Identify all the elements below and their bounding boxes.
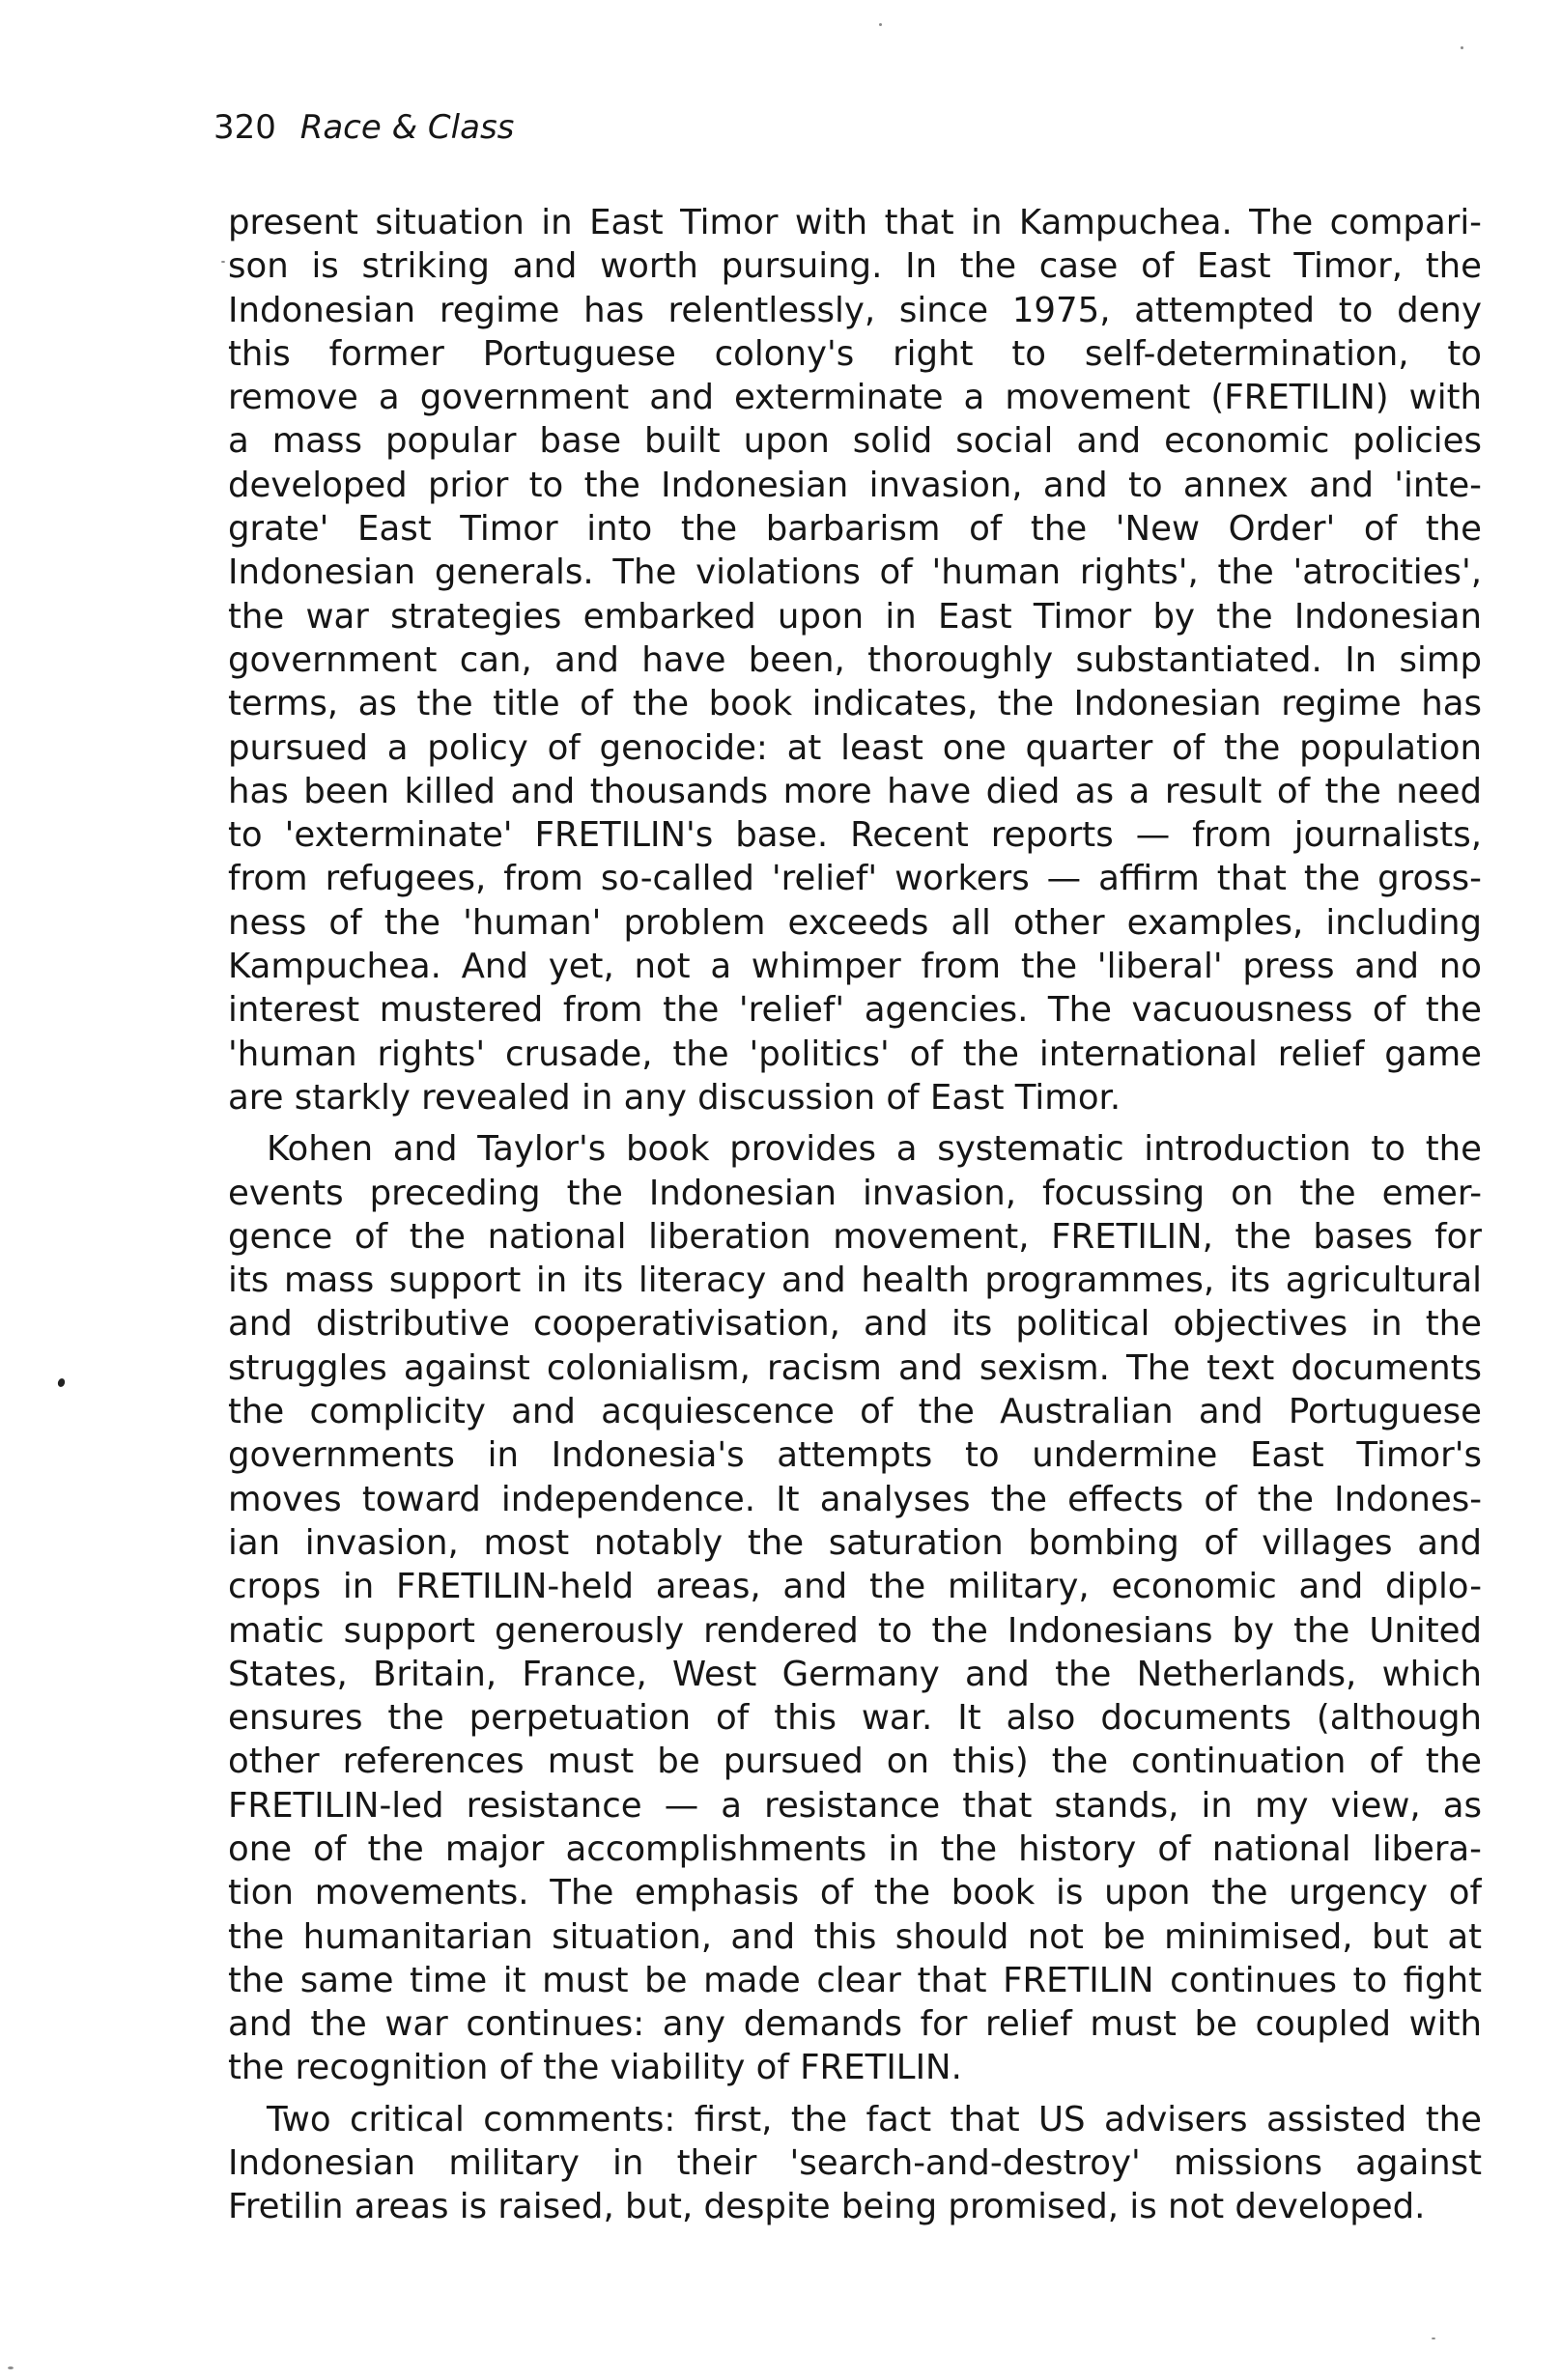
text-line: terms, as the title of the book indicates, the Indonesian regime has: [228, 684, 1482, 724]
text-line: Two critical comments: first, the fact that US advisers assisted the: [267, 2099, 1482, 2139]
text-line: and the war continues: any demands for relief must be coupled with: [228, 2004, 1482, 2045]
text-line: interest mustered from the 'relief' agencies. The vacuousness of the: [228, 990, 1482, 1031]
text-line: and distributive cooperativisation, and its political objectives in the: [228, 1304, 1482, 1345]
text-line: to 'exterminate' FRETILIN's base. Recent reports — from journalists,: [228, 815, 1482, 856]
text-line: other references must be pursued on this) the continuation of the: [228, 1742, 1482, 1782]
text-line: Indonesian military in their 'search-and-destroy' missions against: [228, 2143, 1482, 2184]
text-line: 'human rights' crusade, the 'politics' of the international relief game: [228, 1034, 1482, 1074]
text-line: tion movements. The emphasis of the book is upon the urgency of: [228, 1873, 1482, 1913]
text-line: Indonesian regime has relentlessly, since 1975, attempted to deny: [228, 290, 1482, 330]
text-line: its mass support in its literacy and health programmes, its agricultural: [228, 1261, 1482, 1301]
paragraph-gap: [228, 1119, 1482, 1127]
scan-speck: [1461, 46, 1463, 49]
text-line: the same time it must be made clear that FRETILIN continues to fight: [228, 1960, 1482, 2000]
paragraph: [228, 1127, 1482, 2090]
journal-title: Race & Class: [299, 108, 515, 147]
paragraph-gap: [228, 2090, 1482, 2098]
text-line: government can, and have been, thoroughly substantiated. In simp: [228, 639, 1482, 680]
running-head: [213, 108, 514, 148]
text-line: has been killed and thousands more have died as a result of the need: [228, 771, 1482, 811]
scan-speck: [879, 23, 882, 26]
text-line: Indonesian generals. The violations of 'human rights', the 'atrocities',: [228, 552, 1482, 593]
scan-speck: [221, 261, 225, 263]
text-line: one of the major accomplishments in the history of national libera-: [228, 1828, 1482, 1869]
scan-speck: [8, 2366, 14, 2369]
text-line: a mass popular base built upon solid social and economic policies: [228, 421, 1482, 462]
text-line: Kampuchea. And yet, not a whimper from the 'liberal' press and no: [228, 947, 1482, 987]
margin-mark: [57, 1377, 67, 1388]
text-line: son is striking and worth pursuing. In the case of East Timor, the: [228, 246, 1482, 287]
text-line: remove a government and exterminate a movement (FRETILIN) with: [228, 378, 1482, 418]
text-line: Fretilin areas is raised, but, despite being promised, is not developed.: [228, 2187, 1426, 2227]
scan-speck: [1432, 2338, 1435, 2339]
text-line: ensures the perpetuation of this war. It also documents (although: [228, 1698, 1482, 1739]
text-line: the humanitarian situation, and this should not be minimised, but at: [228, 1916, 1482, 1957]
text-line: the war strategies embarked upon in East Timor by the Indonesian: [228, 596, 1482, 637]
page-number: 320: [213, 108, 276, 147]
text-line: the complicity and acquiescence of the Australian and Portuguese: [228, 1392, 1482, 1432]
text-line: governments in Indonesia's attempts to undermine East Timor's: [228, 1435, 1482, 1476]
text-line: grate' East Timor into the barbarism of the 'New Order' of the: [228, 509, 1482, 550]
body-text: [228, 201, 1482, 2229]
text-line: the recognition of the viability of FRETILIN.: [228, 2048, 962, 2088]
text-line: this former Portuguese colony's right to self-determination, to: [228, 333, 1482, 374]
text-line: FRETILIN-led resistance — a resistance that stands, in my view, as: [228, 1785, 1482, 1826]
text-line: crops in FRETILIN-held areas, and the military, economic and diplo-: [228, 1567, 1482, 1607]
text-line: States, Britain, France, West Germany and the Netherlands, which: [228, 1654, 1482, 1694]
text-line: events preceding the Indonesian invasion, focussing on the emer-: [228, 1173, 1482, 1213]
text-line: from refugees, from so-called 'relief' workers — affirm that the gross-: [228, 859, 1482, 899]
text-line: matic support generously rendered to the Indonesians by the United: [228, 1610, 1482, 1651]
paragraph: [228, 2098, 1482, 2229]
text-line: ian invasion, most notably the saturation bombing of villages and: [228, 1522, 1482, 1563]
text-line: are starkly revealed in any discussion of East Timor.: [228, 1077, 1121, 1118]
text-line: ness of the 'human' problem exceeds all other examples, including: [228, 902, 1482, 943]
text-line: gence of the national liberation movement, FRETILIN, the bases for: [228, 1216, 1482, 1257]
text-line: Kohen and Taylor's book provides a systematic introduction to the: [267, 1129, 1482, 1170]
text-line: developed prior to the Indonesian invasion, and to annex and 'inte-: [228, 465, 1482, 505]
text-line: present situation in East Timor with that in Kampuchea. The compari-: [228, 203, 1482, 242]
text-line: moves toward independence. It analyses the effects of the Indones-: [228, 1479, 1482, 1519]
paragraph: [228, 201, 1482, 1119]
text-line: pursued a policy of genocide: at least one quarter of the population: [228, 727, 1482, 768]
text-line: struggles against colonialism, racism and sexism. The text documents: [228, 1347, 1482, 1388]
